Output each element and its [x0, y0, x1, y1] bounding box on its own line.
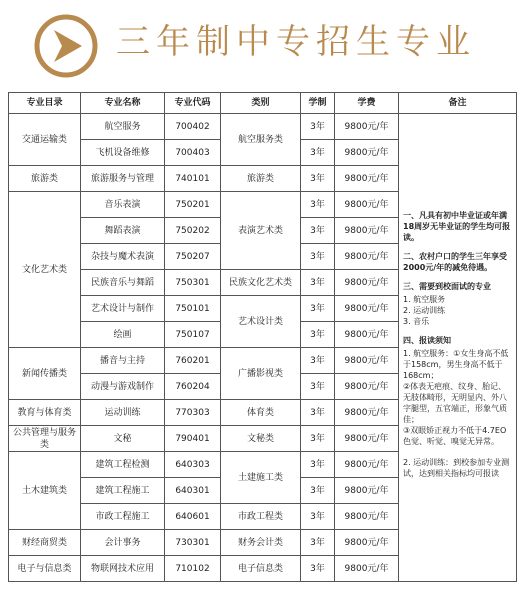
major-cell: 动漫与游戏制作: [81, 374, 165, 400]
type-cell: 市政工程类: [221, 504, 301, 530]
category-cell: 电子与信息类: [9, 556, 81, 582]
page-title: 三年制中专招生专业: [116, 22, 476, 62]
code-cell: 760201: [165, 348, 221, 374]
type-cell: 土建施工类: [221, 452, 301, 504]
arrow-logo-icon: [34, 14, 98, 78]
page-header: [0, 0, 522, 90]
code-cell: 700403: [165, 140, 221, 166]
code-cell: 750207: [165, 244, 221, 270]
fee-cell: 9800元/年: [335, 296, 399, 322]
years-cell: 3年: [301, 530, 335, 556]
years-cell: 3年: [301, 114, 335, 140]
years-cell: 3年: [301, 270, 335, 296]
major-cell: 建筑工程施工: [81, 478, 165, 504]
major-cell: 民族音乐与舞蹈: [81, 270, 165, 296]
major-cell: 物联网技术应用: [81, 556, 165, 582]
major-cell: 运动训练: [81, 400, 165, 426]
note-heading: 三、需要到校面试的专业: [403, 282, 491, 291]
years-cell: 3年: [301, 218, 335, 244]
major-cell: 建筑工程检测: [81, 452, 165, 478]
fee-cell: 9800元/年: [335, 270, 399, 296]
type-cell: 民族文化艺术类: [221, 270, 301, 296]
years-cell: 3年: [301, 504, 335, 530]
years-cell: 3年: [301, 296, 335, 322]
category-cell: 交通运输类: [9, 114, 81, 166]
code-cell: 740101: [165, 166, 221, 192]
note-paragraph: 2. 运动训练：到校参加专业测试，达到相关指标均可报读: [403, 458, 510, 478]
col-header-fee: 学费: [335, 93, 399, 114]
col-header-directory: 专业目录: [9, 93, 81, 114]
years-cell: 3年: [301, 322, 335, 348]
fee-cell: 9800元/年: [335, 504, 399, 530]
note-text: 一、凡具有初中毕业证或年满18周岁无毕业证的学生均可报读。: [403, 211, 511, 242]
note-paragraph: 1. 航空服务：①女生身高不低于158cm，男生身高不低于168cm；: [403, 349, 509, 380]
major-cell: 音乐表演: [81, 192, 165, 218]
fee-cell: 9800元/年: [335, 166, 399, 192]
fee-cell: 9800元/年: [335, 218, 399, 244]
note-item: 3. 音乐: [403, 317, 430, 326]
code-cell: 640301: [165, 478, 221, 504]
col-header-years: 学制: [301, 93, 335, 114]
type-cell: 航空服务类: [221, 114, 301, 166]
years-cell: 3年: [301, 452, 335, 478]
years-cell: 3年: [301, 192, 335, 218]
major-cell: 航空服务: [81, 114, 165, 140]
major-cell: 杂技与魔术表演: [81, 244, 165, 270]
major-cell: 市政工程施工: [81, 504, 165, 530]
type-cell: 表演艺术类: [221, 192, 301, 270]
code-cell: 640303: [165, 452, 221, 478]
years-cell: 3年: [301, 400, 335, 426]
fee-cell: 9800元/年: [335, 348, 399, 374]
category-cell: 土木建筑类: [9, 452, 81, 530]
note-section-4: [403, 335, 512, 479]
major-cell: 飞机设备维修: [81, 140, 165, 166]
note-text: 二、农村户口的学生三年享受2000元/年的减免待遇。: [403, 252, 507, 272]
years-cell: 3年: [301, 478, 335, 504]
note-paragraph: ③双眼矫正视力不低于4.7EO色觉、听觉、嗅觉无异常。: [403, 426, 507, 446]
code-cell: 770303: [165, 400, 221, 426]
code-cell: 790401: [165, 426, 221, 452]
years-cell: 3年: [301, 348, 335, 374]
fee-cell: 9800元/年: [335, 556, 399, 582]
major-cell: 文秘: [81, 426, 165, 452]
years-cell: 3年: [301, 374, 335, 400]
years-cell: 3年: [301, 556, 335, 582]
note-section-1: [403, 210, 512, 243]
note-paragraph: ②体表无疤痕、纹身、胎记、无肢体畸形，无明显内、外八字腿型，五官端正，形象气质佳；: [403, 382, 507, 424]
major-cell: 播音与主持: [81, 348, 165, 374]
fee-cell: 9800元/年: [335, 426, 399, 452]
code-cell: 750201: [165, 192, 221, 218]
years-cell: 3年: [301, 426, 335, 452]
code-cell: 730301: [165, 530, 221, 556]
code-cell: 750107: [165, 322, 221, 348]
note-section-2: [403, 251, 512, 273]
col-header-notes: 备注: [399, 93, 517, 114]
fee-cell: 9800元/年: [335, 140, 399, 166]
code-cell: 640601: [165, 504, 221, 530]
fee-cell: 9800元/年: [335, 192, 399, 218]
note-heading: 四、报读须知: [403, 336, 451, 345]
table-header-row: [9, 93, 517, 114]
category-cell: 新闻传播类: [9, 348, 81, 400]
major-cell: 旅游服务与管理: [81, 166, 165, 192]
major-cell: 艺术设计与制作: [81, 296, 165, 322]
category-cell: 教育与体育类: [9, 400, 81, 426]
note-section-3: [403, 281, 512, 327]
type-cell: 体育类: [221, 400, 301, 426]
fee-cell: 9800元/年: [335, 478, 399, 504]
col-header-code: 专业代码: [165, 93, 221, 114]
code-cell: 700402: [165, 114, 221, 140]
major-cell: 绘画: [81, 322, 165, 348]
fee-cell: 9800元/年: [335, 452, 399, 478]
type-cell: 广播影视类: [221, 348, 301, 400]
type-cell: 财务会计类: [221, 530, 301, 556]
category-cell: 公共管理与服务类: [9, 426, 81, 452]
fee-cell: 9800元/年: [335, 114, 399, 140]
fee-cell: 9800元/年: [335, 322, 399, 348]
code-cell: 760204: [165, 374, 221, 400]
category-cell: 文化艺术类: [9, 192, 81, 348]
type-cell: 电子信息类: [221, 556, 301, 582]
code-cell: 750301: [165, 270, 221, 296]
code-cell: 710102: [165, 556, 221, 582]
col-header-type: 类别: [221, 93, 301, 114]
type-cell: 旅游类: [221, 166, 301, 192]
fee-cell: 9800元/年: [335, 374, 399, 400]
col-header-major: 专业名称: [81, 93, 165, 114]
type-cell: 文秘类: [221, 426, 301, 452]
note-item: 1. 航空服务: [403, 295, 446, 304]
table-row: [9, 114, 517, 140]
major-cell: 会计事务: [81, 530, 165, 556]
category-cell: 财经商贸类: [9, 530, 81, 556]
category-cell: 旅游类: [9, 166, 81, 192]
years-cell: 3年: [301, 244, 335, 270]
fee-cell: 9800元/年: [335, 400, 399, 426]
years-cell: 3年: [301, 166, 335, 192]
years-cell: 3年: [301, 140, 335, 166]
code-cell: 750202: [165, 218, 221, 244]
majors-table: [8, 92, 517, 582]
code-cell: 750101: [165, 296, 221, 322]
fee-cell: 9800元/年: [335, 244, 399, 270]
major-cell: 舞蹈表演: [81, 218, 165, 244]
type-cell: 艺术设计类: [221, 296, 301, 348]
fee-cell: 9800元/年: [335, 530, 399, 556]
notes-cell: [399, 114, 517, 582]
note-item: 2. 运动训练: [403, 306, 446, 315]
